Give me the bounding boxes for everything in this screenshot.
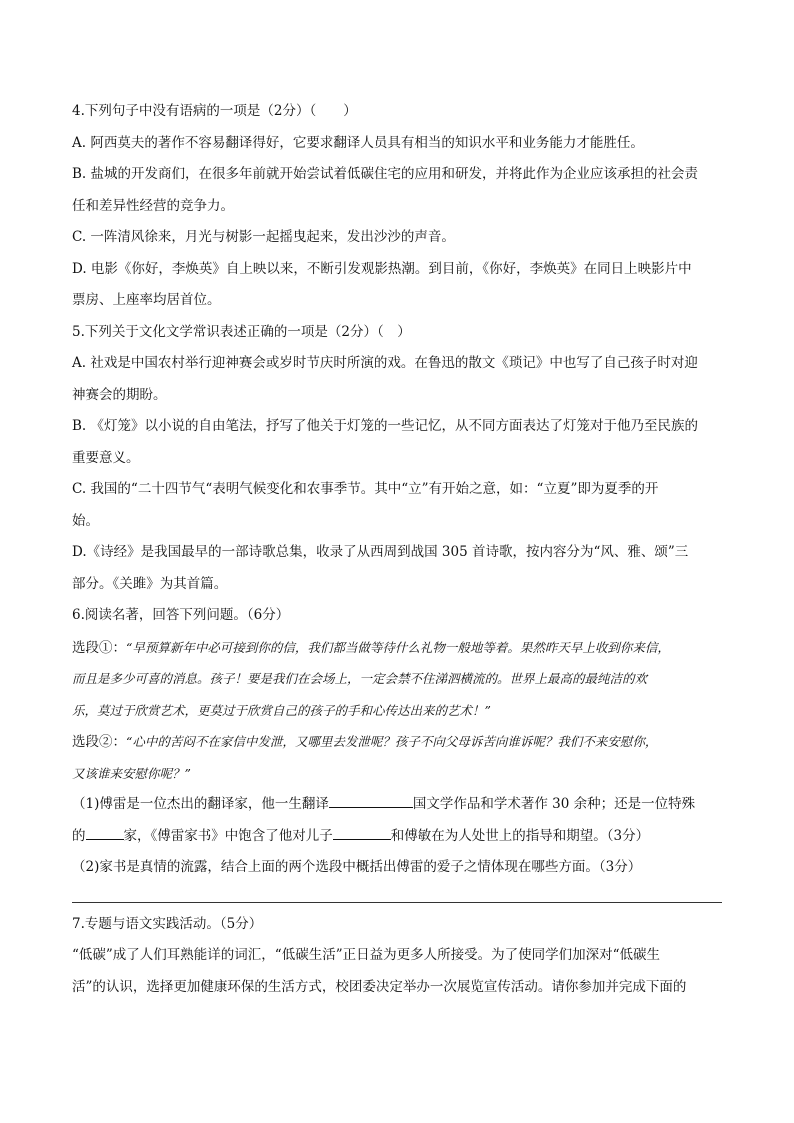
q5-option-d-line2: 部分。《关雎》为其首篇。 xyxy=(72,575,228,592)
q6-sub1-line2 xyxy=(72,821,724,853)
q6-passage1-line3: 乐，莫过于欣赏艺术，更莫过于欣赏自己的孩子的手和心传达出来的艺术！” xyxy=(72,702,491,718)
q4-option-b-line1: B. 盐城的开发商们，在很多年前就开始尝试着低碳住宅的应用和研发，并将此作为企业应该承担的社会责 xyxy=(72,166,699,182)
q6-sub1-text-d: 家，《傅雷家书》中饱含了他对儿子 xyxy=(123,827,333,844)
answer-blank-3[interactable] xyxy=(333,824,391,840)
q6-passage2-text1: “心中的苦闷不在家信中发泄，又哪里去发泄呢？孩子不向父母诉苦向谁诉呢？我们不来安慰你， xyxy=(126,734,658,749)
q4-stem: 4.下列句子中没有语病的一项是（2分）（ ） xyxy=(72,103,357,119)
q4-option-b-line2: 任和差异性经营的竞争力。 xyxy=(72,197,234,214)
q6-passage2-line2: 又该谁来安慰你呢？” xyxy=(72,765,191,781)
q4-option-d-line1: D. 电影《你好，李焕英》自上映以来，不断引发观影热潮。到目前，《你好，李焕英》在同日上映影片中 xyxy=(72,260,692,277)
q6-sub1-text-c: 的 xyxy=(72,827,86,844)
q5-option-b-line2: 重要意义。 xyxy=(72,449,140,466)
answer-line[interactable] xyxy=(72,902,722,903)
q6-passage1-label: 选段①： xyxy=(72,639,126,656)
q5-option-c-line1: C. 我国的“二十四节气“表明气候变化和农事季节。其中“立”有开始之意，如：“立夏”即为夏季的开 xyxy=(72,481,659,497)
answer-blank-1[interactable] xyxy=(329,792,413,808)
q4-option-c: C. 一阵清风徐来，月光与树影一起摇曳起来，发出沙沙的声音。 xyxy=(72,229,455,245)
q6-sub1-text-b: 国文学作品和学术著作 30 余种；还是一位特殊 xyxy=(412,796,696,812)
q6-sub1-text-e: 和傅敏在为人处世上的指导和期望。（3分） xyxy=(390,827,650,844)
q5-option-b-line1: B. 《灯笼》以小说的自由笔法，抒写了他关于灯笼的一些记忆，从不同方面表达了灯笼对于他乃至民族的 xyxy=(72,418,699,434)
exam-page xyxy=(72,96,724,1003)
q6-passage1-line2: 而且是多少可喜的消息。孩子！要是我们在会场上，一定会禁不住涕泗横流的。世界上最高的最纯洁的欢 xyxy=(72,671,648,686)
q7-stem: 7.专题与语文实践活动。（5分） xyxy=(72,915,263,932)
q6-passage1-line1 xyxy=(72,632,724,664)
q5-option-a-line1: A. 社戏是中国农村举行迎神赛会或岁时节庆时所演的戏。在鲁迅的散文《琐记》中也写了自己孩子时对迎 xyxy=(72,355,698,371)
answer-blank-2[interactable] xyxy=(86,824,124,840)
q6-passage1-text1: “早预算新年中必可接到你的信，我们都当做等待什么礼物一般地等着。果然昨天早上收到你来信， xyxy=(126,639,670,655)
answer-space xyxy=(72,884,724,894)
q6-sub1-line1 xyxy=(72,789,724,821)
q6-passage2-line1 xyxy=(72,726,724,758)
q6-sub1-text-a: （1)傅雷是一位杰出的翻译家，他一生翻译 xyxy=(72,796,329,812)
q6-sub2: （2)家书是真情的流露，结合上面的两个选段中概括出傅雷的爱子之情体现在哪些方面。（3分） xyxy=(72,859,642,875)
q4-option-d-line2: 票房、上座率均居首位。 xyxy=(72,292,221,308)
q6-stem: 6.阅读名著，回答下列问题。（6分） xyxy=(72,607,290,623)
q7-intro-line1: “低碳”成了人们耳熟能详的词汇，“低碳生活”正日益为更多人所接受。为了使同学们加深对“低碳生 xyxy=(72,947,661,963)
q7-intro-line2: 活”的认识，选择更加健康环保的生活方式，校团委决定举办一次展览宣传活动。请你参加并完成下面的 xyxy=(72,978,687,995)
q6-passage2-label: 选段②： xyxy=(72,734,126,750)
q5-stem: 5.下列关于文化文学常识表述正确的一项是（2分）（ ） xyxy=(72,323,411,340)
q5-option-a-line2: 神赛会的期盼。 xyxy=(72,386,167,403)
q5-option-d-line1: D.《诗经》是我国最早的一部诗歌总集，收录了从西周到战国 305 首诗歌，按内容分为“风、雅、颂”三 xyxy=(72,544,689,560)
q5-option-c-line2: 始。 xyxy=(72,512,99,529)
q4-option-a: A. 阿西莫夫的著作不容易翻译得好，它要求翻译人员具有相当的知识水平和业务能力才能胜任。 xyxy=(72,134,644,151)
